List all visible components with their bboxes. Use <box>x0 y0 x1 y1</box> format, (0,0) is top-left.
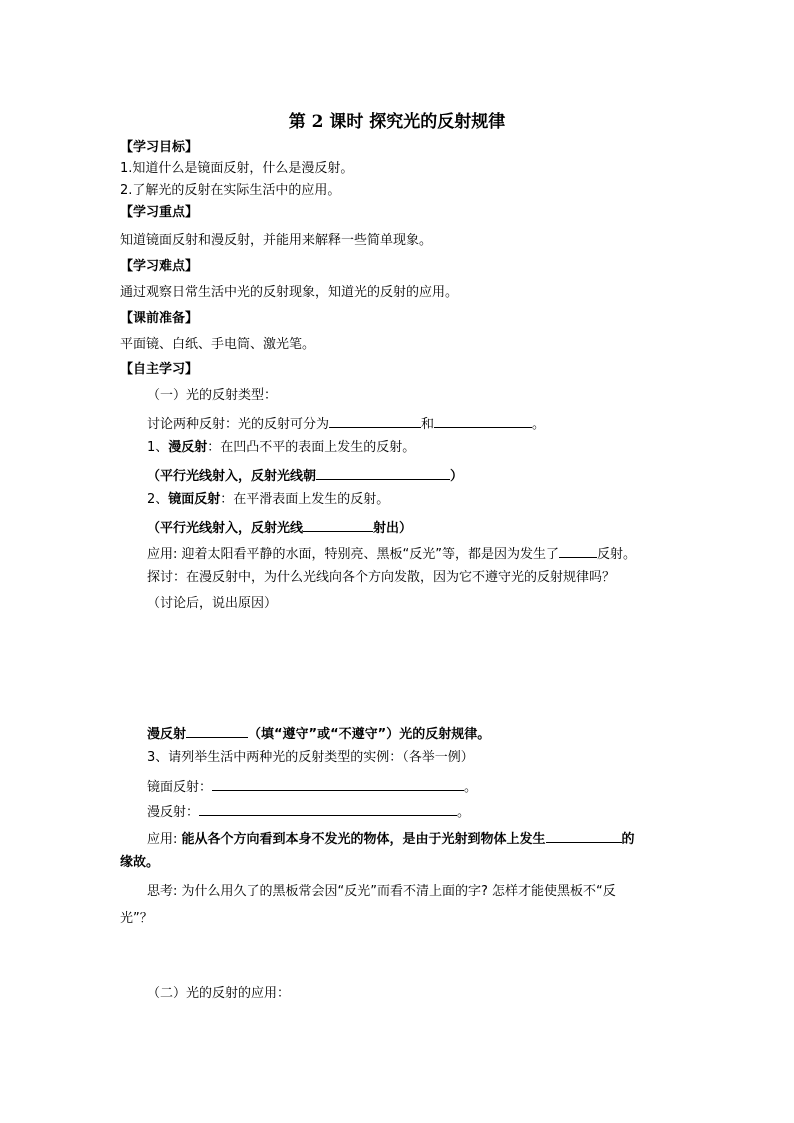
example-diffuse-line <box>147 801 470 822</box>
application-two-label: 应用: <box>147 832 182 847</box>
example-mirror-line <box>147 776 477 797</box>
diffuse-note-text: （平行光线射入，反射光线朝 <box>147 469 317 484</box>
fill-label: 漫反射 <box>147 727 187 742</box>
answer-blank[interactable] <box>546 828 622 843</box>
section-two-heading: （二）光的反射的应用： <box>147 986 291 1001</box>
example-diffuse-period: 。 <box>457 805 471 820</box>
example-mirror-period: 。 <box>464 780 478 795</box>
think-question: 思考: 为什么用久了的黑板常会因“反光”而看不清上面的字? 怎样才能使黑板不“反 <box>147 884 616 899</box>
answer-blank[interactable] <box>329 413 421 428</box>
example-mirror-label: 镜面反射： <box>147 780 213 795</box>
fill-text: （填“遵守”或“不遵守”）光的反射规律。 <box>248 727 491 742</box>
answer-blank[interactable] <box>212 776 464 791</box>
diffuse-note-close: ） <box>450 469 464 484</box>
goals-heading: 【学习目标】 <box>120 140 199 155</box>
application-line <box>147 543 636 564</box>
diffuse-number: 1、 <box>147 440 169 455</box>
key-points-text: 知道镜面反射和漫反射，并能用来解释一些简单现象。 <box>120 233 433 248</box>
difficulties-heading: 【学习难点】 <box>120 259 199 274</box>
mirror-def-line <box>147 491 389 509</box>
application-two-end: 的 <box>621 832 635 847</box>
example-diffuse-label: 漫反射： <box>147 805 200 820</box>
self-study-heading: 【自主学习】 <box>120 362 199 377</box>
answer-blank[interactable] <box>186 723 248 738</box>
mirror-note-text: （平行光线射入，反射光线 <box>147 521 304 536</box>
mirror-label: 镜面反射 <box>168 492 221 507</box>
mirror-note-close: 射出） <box>373 521 413 536</box>
discuss-period: 。 <box>532 417 546 432</box>
section-one-heading: （一）光的反射类型： <box>147 388 278 403</box>
mirror-desc: ：在平滑表面上发生的反射。 <box>220 492 390 507</box>
difficulties-text: 通过观察日常生活中光的反射现象，知道光的反射的应用。 <box>120 285 459 300</box>
diffuse-def-line <box>147 439 415 457</box>
application-text: 应用: 迎着太阳看平静的水面，特别亮、黑板“反光”等，都是因为发生了 <box>147 547 559 562</box>
think-question-cont: 光”？ <box>120 911 153 926</box>
page-title: 第 2 课时 探究光的反射规律 <box>288 112 506 132</box>
diffuse-label: 漫反射 <box>168 440 208 455</box>
mirror-number: 2、 <box>147 492 169 507</box>
discuss-text: 讨论两种反射：光的反射可分为 <box>147 417 330 432</box>
discuss-line <box>147 413 545 434</box>
answer-blank[interactable] <box>434 413 532 428</box>
discuss-and: 和 <box>421 417 435 432</box>
prep-text: 平面镜、白纸、手电筒、激光笔。 <box>120 337 316 352</box>
key-points-heading: 【学习重点】 <box>120 205 199 220</box>
diffuse-desc: ：在凹凸不平的表面上发生的反射。 <box>207 440 416 455</box>
prep-heading: 【课前准备】 <box>120 311 199 326</box>
application-two-cont: 缘故。 <box>120 855 160 870</box>
explore-note: （讨论后，说出原因） <box>147 596 278 611</box>
application-end: 反射。 <box>596 547 636 562</box>
goal-item: 2.了解光的反射在实际生活中的应用。 <box>120 183 341 198</box>
application-two-text: 能从各个方向看到本身不发光的物体，是由于光射到物体上发生 <box>181 832 546 847</box>
answer-blank[interactable] <box>199 801 457 816</box>
answer-blank[interactable] <box>303 517 373 532</box>
answer-blank[interactable] <box>559 543 597 558</box>
application-two-line <box>147 828 635 849</box>
examples-prompt: 3、请列举生活中两种光的反射类型的实例：（各举一例） <box>147 750 474 765</box>
answer-blank[interactable] <box>316 465 450 480</box>
diffuse-note-line <box>147 465 463 486</box>
explore-text: 探讨：在漫反射中，为什么光线向各个方向发散，因为它不遵守光的反射规律吗？ <box>147 570 616 585</box>
mirror-note-line <box>147 517 412 538</box>
goal-item: 1.知道什么是镜面反射，什么是漫反射。 <box>120 161 354 176</box>
fill-line <box>147 723 490 744</box>
